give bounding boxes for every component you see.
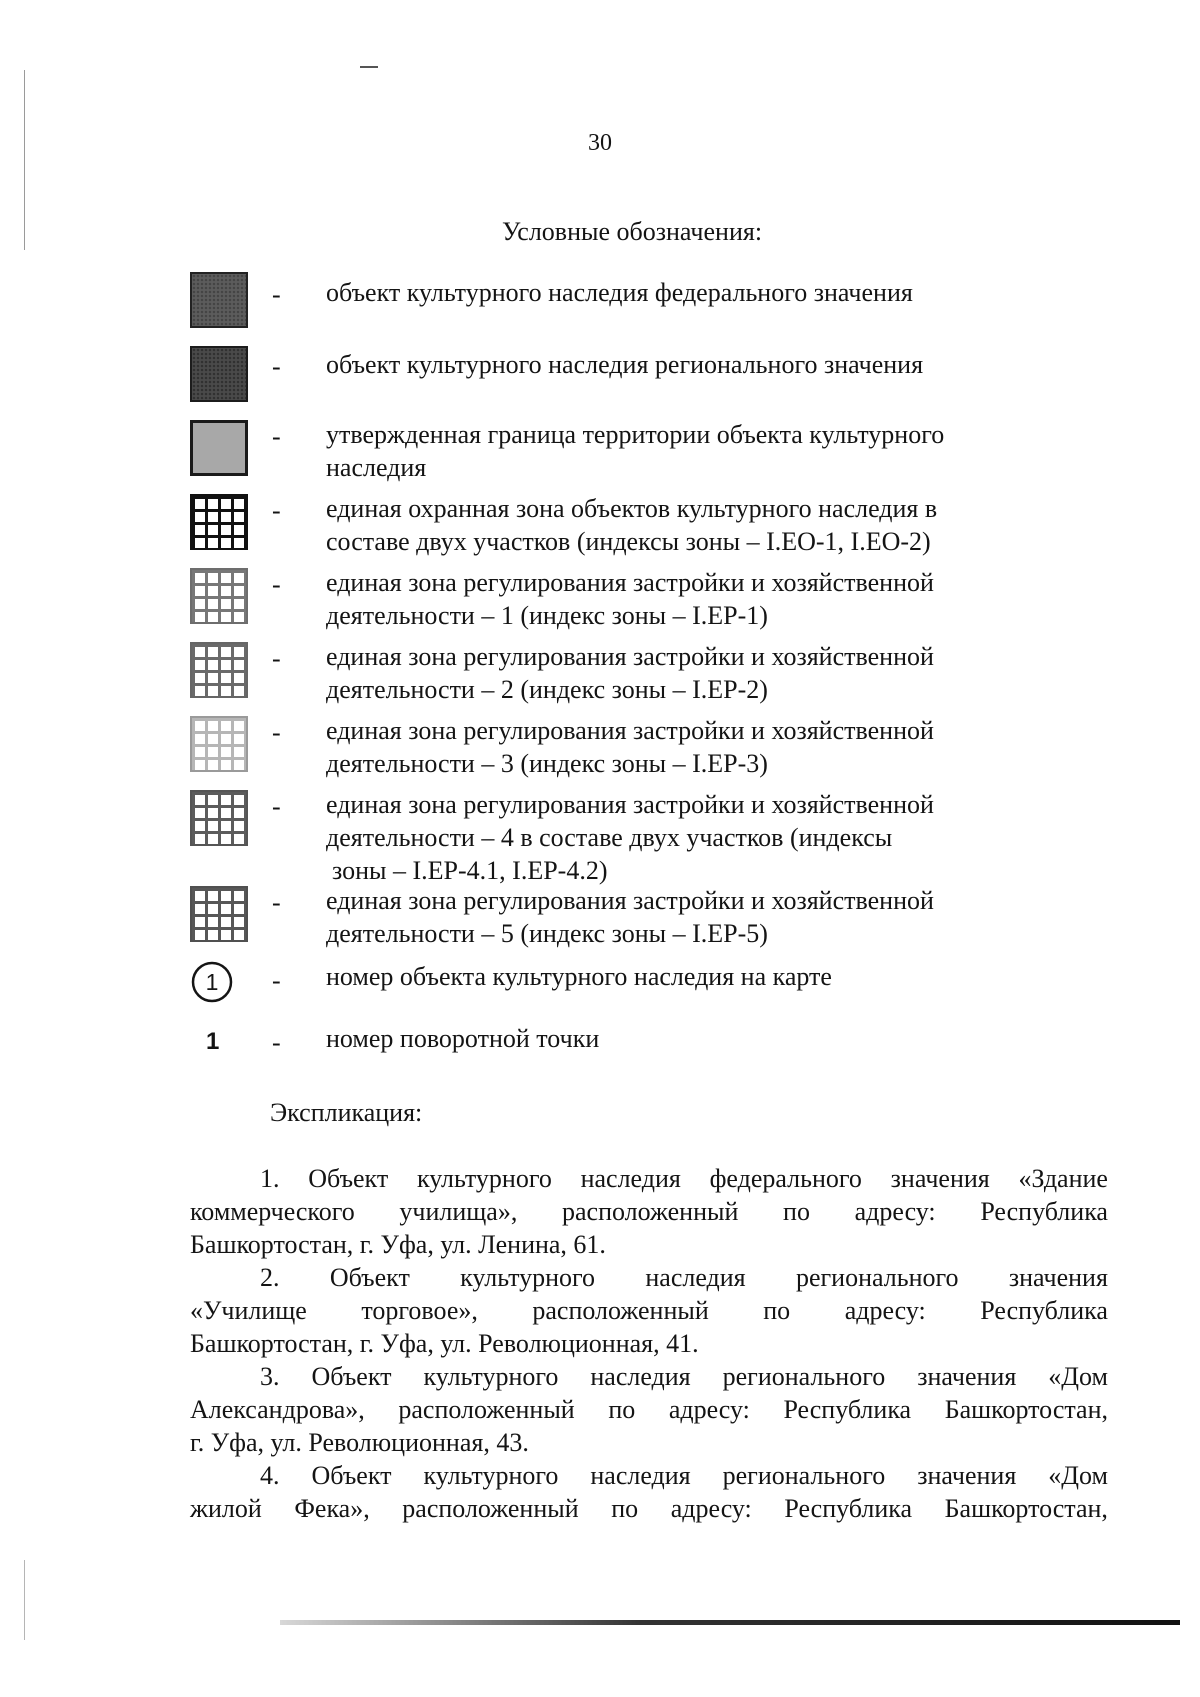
legend-text: единая зона регулирования застройки и хозяйственной деятельности – 4 в составе двух участков (индексы зоны – I.ЕР-4.1, I.ЕР-4.2)	[326, 790, 934, 885]
explication-item: 4. Объект культурного наследия регионального значения «Дом жилой Фека», расположенный по адресу: Республика Башкортостан,	[190, 1461, 1108, 1523]
scan-edge-line	[24, 1560, 25, 1640]
page-number: 30	[588, 130, 612, 156]
regional-heritage-swatch	[190, 346, 248, 402]
legend-dash: -	[272, 422, 281, 451]
legend-text: единая охранная зона объектов культурного наследия в составе двух участков (индексы зоны – I.ЕО-1, I.ЕО-2)	[326, 494, 938, 556]
turning-point-number-label: 1	[206, 1028, 220, 1055]
territory-border-swatch	[190, 420, 248, 476]
heritage-number-circle-icon	[190, 960, 234, 1004]
legend-text: единая зона регулирования застройки и хозяйственной деятельности – 1 (индекс зоны – I.ЕР-1)	[326, 568, 934, 630]
federal-heritage-swatch	[190, 272, 248, 328]
legend-dash: -	[272, 888, 281, 917]
legend-dash: -	[272, 644, 281, 673]
legend-text: единая зона регулирования застройки и хозяйственной деятельности – 5 (индекс зоны – I.ЕР-5)	[326, 886, 934, 948]
legend-dash: -	[272, 280, 281, 309]
legend-text: объект культурного наследия федерального значения	[326, 278, 913, 307]
scan-edge-line	[24, 70, 25, 250]
regulation-zone-3-grid-icon	[190, 716, 248, 772]
legend-text: утвержденная граница территории объекта культурного наследия	[326, 420, 945, 482]
regulation-zone-1-grid-icon	[190, 568, 248, 624]
legend-dash: -	[272, 570, 281, 599]
explication-title: Экспликация:	[270, 1098, 423, 1127]
legend-text: номер объекта культурного наследия на карте	[326, 962, 832, 991]
explication-item: 1. Объект культурного наследия федерального значения «Здание коммерческого училища», расположенный по адресу: Республика Башкортостан, г. Уфа, ул. Ленина, 61.	[190, 1164, 1108, 1259]
protection-zone-grid-icon	[190, 494, 248, 550]
legend-dash: -	[272, 352, 281, 381]
regulation-zone-4-grid-icon	[190, 790, 248, 846]
regulation-zone-2-grid-icon	[190, 642, 248, 698]
legend-dash: -	[272, 496, 281, 525]
regulation-zone-5-grid-icon	[190, 886, 248, 942]
legend-text: объект культурного наследия регионального значения	[326, 350, 924, 379]
scan-mark	[360, 66, 378, 68]
legend-text: единая зона регулирования застройки и хозяйственной деятельности – 2 (индекс зоны – I.ЕР-2)	[326, 642, 934, 704]
explication-item: 2. Объект культурного наследия регионального значения «Училище торговое», расположенный по адресу: Республика Башкортостан, г. Уфа, ул. Революционная, 41.	[190, 1263, 1108, 1358]
legend-dash: -	[272, 1028, 281, 1057]
legend-text: единая зона регулирования застройки и хозяйственной деятельности – 3 (индекс зоны – I.ЕР-3)	[326, 716, 934, 778]
legend-dash: -	[272, 966, 281, 995]
legend-dash: -	[272, 792, 281, 821]
legend-dash: -	[272, 718, 281, 747]
legend-text: номер поворотной точки	[326, 1024, 600, 1053]
explication-item: 3. Объект культурного наследия регионального значения «Дом Александрова», расположенный по адресу: Республика Башкортостан, г. Уфа, ул. Революционная, 43.	[190, 1362, 1108, 1457]
legend-title: Условные обозначения:	[502, 217, 763, 246]
scan-bottom-rule	[280, 1620, 1180, 1625]
circle-number-label: 1	[205, 969, 219, 995]
